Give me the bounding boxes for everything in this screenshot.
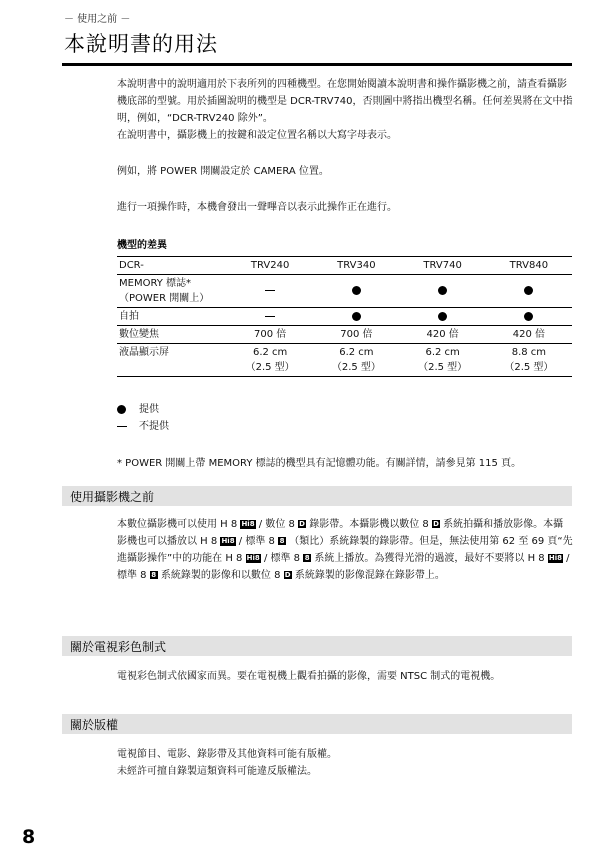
cell-line: 6.2 cm: [339, 347, 374, 358]
text-run: 系統上播放。為獲得光滑的過渡，最好不要將以 H 8: [314, 553, 545, 564]
table-cell: [486, 344, 572, 377]
cell-line: 6.2 cm: [425, 347, 460, 358]
not-provided-mark: [227, 308, 313, 326]
page-number: 8: [22, 826, 36, 848]
standard8-logo: 8: [279, 537, 285, 545]
cell-line: 6.2 cm: [252, 347, 288, 358]
section-title: 使用攝影機之前: [70, 490, 155, 504]
text-run: （類比）系統錄製的錄影帶。但是，無法使用第 62 至 69 頁“先進攝影操作”中的功能在 H 8: [117, 536, 573, 564]
legend: [117, 401, 169, 435]
table-row: [117, 344, 572, 377]
cell-line: （2.5 型）: [245, 362, 295, 373]
hi8-logo: Hi8: [241, 519, 255, 528]
cell-line: （2.5 型）: [331, 362, 381, 373]
hi8-logo: Hi8: [246, 553, 260, 562]
section-title: 關於電視彩色制式: [70, 640, 167, 654]
table-header-row: [117, 257, 572, 275]
column-header: DCR-: [117, 257, 227, 275]
provided-mark: [313, 275, 399, 308]
table-cell: 700 倍: [313, 326, 399, 344]
provided-mark: [400, 308, 486, 326]
chapter-label: － 使用之前 －: [64, 14, 131, 25]
cell-line: 8.8 cm: [511, 347, 547, 358]
page-title: 本說明書的用法: [64, 32, 218, 56]
intro-paragraph-2: 在說明書中，攝影機上的按鍵和設定位置名稱以大寫字母表示。: [117, 130, 397, 141]
text-run: / 標準 8: [117, 553, 570, 581]
table-cell: 700 倍: [227, 326, 313, 344]
standard8-logo: 8: [151, 571, 157, 579]
text-run: 錄影帶。本攝影機以數位 8: [309, 519, 429, 530]
table-row: [117, 308, 572, 326]
intro-text: [117, 76, 573, 144]
row-label-line: （POWER 開關上）: [119, 293, 210, 304]
legend-not-provided: [117, 418, 169, 435]
intro-beep: [117, 199, 573, 216]
table-cell: 420 倍: [486, 326, 572, 344]
row-label: 自拍: [117, 308, 227, 326]
table-row: [117, 326, 572, 344]
table-cell: [400, 344, 486, 377]
table-cell: 420 倍: [400, 326, 486, 344]
row-label: [117, 275, 227, 308]
table-row: [117, 275, 572, 308]
intro-example: [117, 163, 573, 180]
hi8-logo: Hi8: [548, 553, 562, 562]
column-header: TRV740: [400, 257, 486, 275]
section-bar-tv-color: [62, 636, 572, 656]
model-table-heading: 機型的差異: [117, 240, 167, 251]
provided-mark: [400, 275, 486, 308]
section-bar-copyright: [62, 714, 572, 734]
copyright-text: [117, 746, 573, 780]
column-header: TRV340: [313, 257, 399, 275]
intro-paragraph-3: 例如，將 POWER 開關設定於 CAMERA 位置。: [117, 166, 329, 177]
text-run: 系統拍攝和播放影像。本攝影機也可以播放以 H 8: [117, 519, 564, 547]
text-run: 系統錄製的影像和以數位 8: [160, 570, 281, 581]
text-run: / 標準 8: [263, 553, 301, 564]
legend-provided: [117, 401, 169, 418]
provided-mark: [486, 308, 572, 326]
before-use-text: [117, 516, 573, 584]
hi8-logo: Hi8: [221, 536, 235, 545]
legend-provided-label: 提供: [139, 404, 159, 415]
standard8-logo: 8: [304, 554, 310, 562]
text-run: 系統錄製的影像混錄在錄影帶上。: [294, 570, 445, 581]
row-label-line: MEMORY 標誌*: [119, 278, 192, 289]
digital8-logo: D: [284, 571, 291, 579]
tv-color-text: 電視彩色制式依國家而異。要在電視機上觀看拍攝的影像，需要 NTSC 制式的電視機。: [117, 671, 501, 682]
column-header: TRV240: [227, 257, 313, 275]
intro-paragraph-1: 本說明書中的說明適用於下表所列的四種機型。在您開始閱讀本說明書和操作攝影機之前，請查看攝影機底部的型號。用於插圖說明的機型是 DCR-TRV740，否則圖中將指出機型名稱。任何差異將在文中指明，例如，“DCR-TRV240 除外”。: [117, 79, 573, 124]
cell-line: （2.5 型）: [418, 362, 468, 373]
text-run: 本數位攝影機可以使用 H 8: [117, 519, 238, 530]
footnote: * POWER 開關上帶 MEMORY 標誌的機型具有記憶體功能。有關詳情，請參見第 115 頁。: [117, 458, 522, 469]
copyright-line: 電視節目、電影、錄影帶及其他資料可能有版權。: [117, 749, 337, 760]
text-run: / 數位 8: [258, 519, 295, 530]
section-title: 關於版權: [70, 718, 119, 732]
not-provided-mark: [227, 275, 313, 308]
digital8-logo: D: [299, 520, 305, 528]
provided-mark: [486, 275, 572, 308]
title-rule: [62, 63, 572, 66]
copyright-line: 未經許可擅自錄製這類資料可能違反版權法。: [117, 766, 317, 777]
cell-line: （2.5 型）: [504, 362, 554, 373]
intro-paragraph-4: 進行一項操作時，本機會發出一聲嗶音以表示此操作正在進行。: [117, 202, 397, 213]
section-bar-before-use: [62, 486, 572, 506]
column-header: TRV840: [486, 257, 572, 275]
provided-mark: [313, 308, 399, 326]
table-cell: [313, 344, 399, 377]
row-label: 數位變焦: [117, 326, 227, 344]
row-label: 液晶顯示屏: [117, 344, 227, 377]
digital8-logo: D: [433, 520, 439, 528]
text-run: / 標準 8: [238, 536, 275, 547]
legend-not-provided-label: 不提供: [139, 421, 169, 432]
model-comparison-table: [117, 256, 572, 377]
table-cell: [227, 344, 313, 377]
